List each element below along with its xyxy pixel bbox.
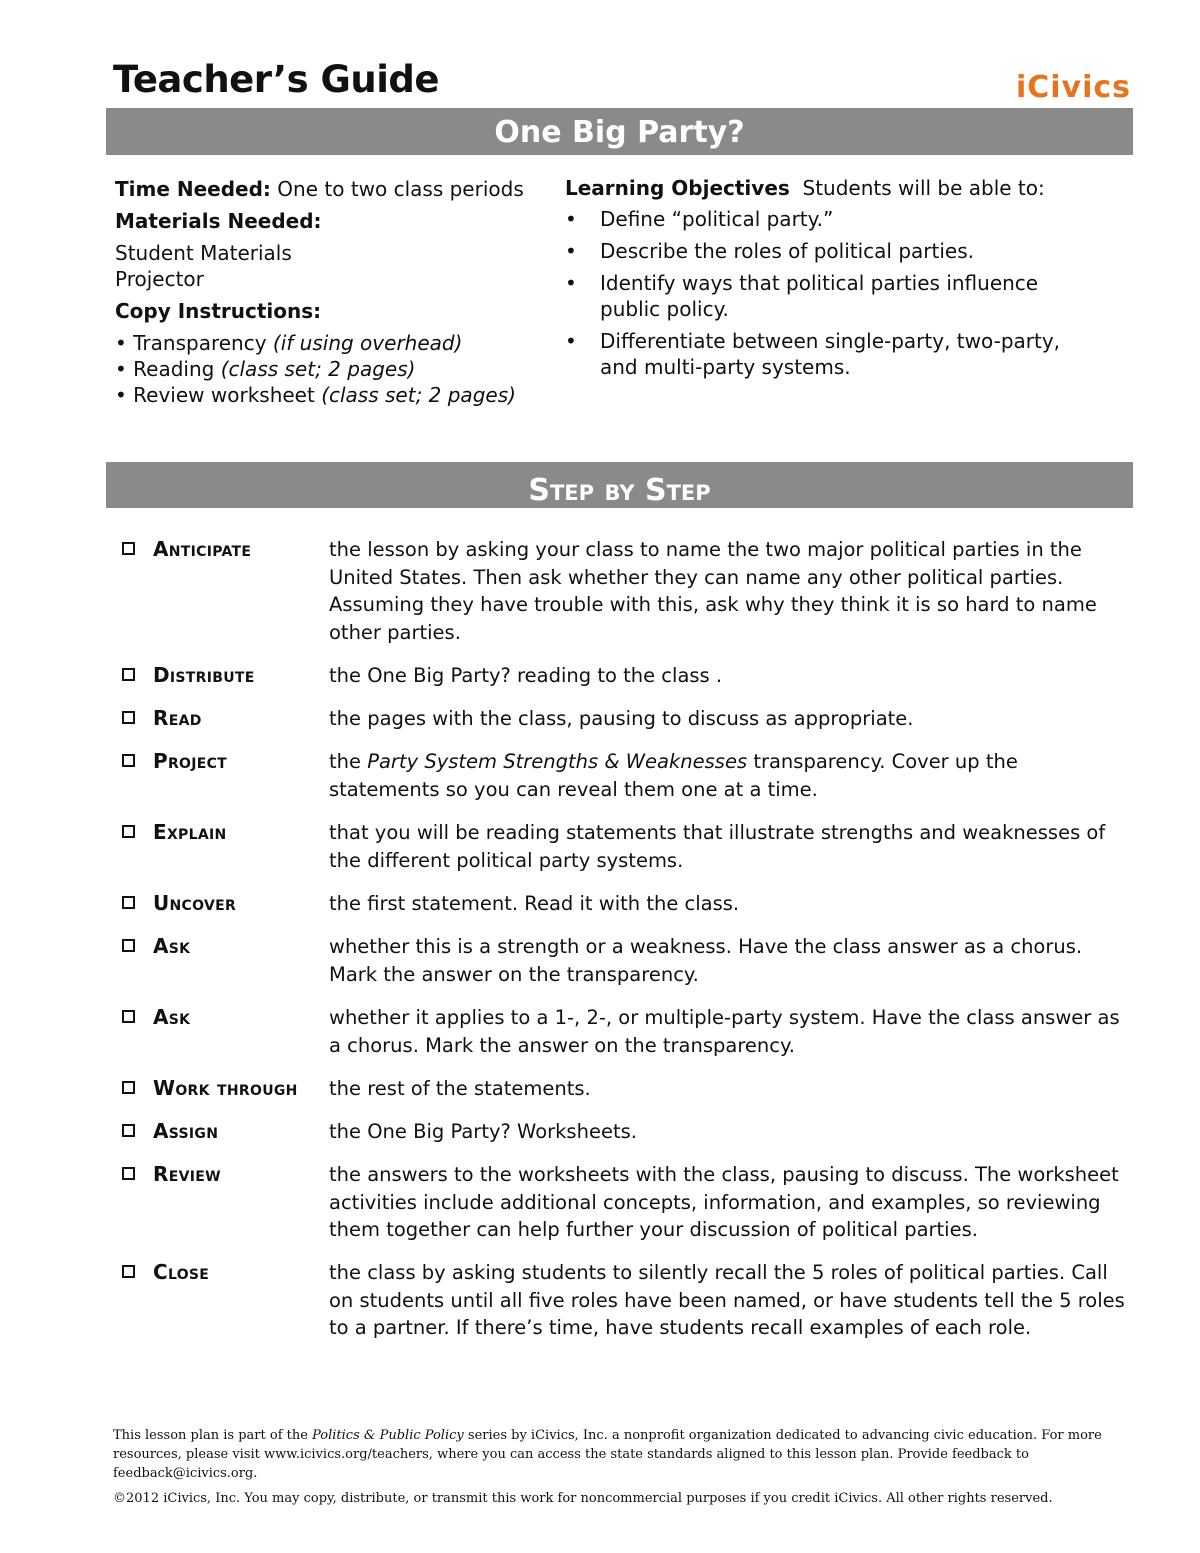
step-text (329, 748, 1125, 803)
copyright: ©2012 iCivics, Inc. You may copy, distribute, or transmit this work for noncommercial purposes if you credit iCivics. All other rights reserved. (113, 1491, 1053, 1506)
materials-label: Materials Needed: (115, 209, 322, 233)
copy-label: Copy Instructions: (115, 299, 322, 323)
step-by-step-title: Step by Step (528, 473, 711, 508)
step-item (120, 1004, 1125, 1075)
copy-list (115, 330, 545, 408)
step-text: the class by asking students to silently recall the 5 roles of political parties. Call on students until all five roles have been named, or have students tell the 5 roles to a partner. If there’s time, have students recall examples of each role. (329, 1261, 1125, 1339)
learning-objectives (565, 175, 1095, 386)
materials-item: Projector (115, 267, 204, 291)
copy-item-note: (class set; 2 pages) (220, 357, 416, 381)
copy-item: • Review worksheet (class set; 2 pages) (115, 383, 516, 407)
step-text: the rest of the statements. (329, 1077, 591, 1100)
copy-item-note: (class set; 2 pages) (321, 383, 516, 407)
copy-item-note: (if using overhead) (272, 331, 463, 355)
materials-list (115, 240, 545, 292)
step-item (120, 819, 1125, 890)
copy-item-text: Review worksheet (133, 383, 322, 407)
footer-note-post: series by iCivics, Inc. a nonprofit organization dedicated to advancing civic education. For more resources, please visit www.icivics.org/teachers, where you can access the state standards aligned to this lesson plan. Provide feedback to feedback@icivics.org. (113, 1428, 1102, 1481)
step-item (120, 662, 1125, 705)
icivics-logo (1016, 70, 1131, 105)
step-verb: Distribute (153, 663, 255, 687)
checkbox-icon[interactable] (122, 1265, 135, 1278)
time-label: Time Needed: (115, 177, 271, 201)
step-item (120, 1161, 1125, 1259)
objectives-intro: Students will be able to: (802, 176, 1045, 200)
step-verb: Review (153, 1162, 221, 1186)
page-footer (113, 1426, 1103, 1508)
step-item (120, 536, 1125, 662)
objective-item: • Define “political party.” (565, 206, 1095, 232)
steps-list (120, 536, 1125, 1357)
checkbox-icon[interactable] (122, 1124, 135, 1137)
checkbox-icon[interactable] (122, 542, 135, 555)
checkbox-icon[interactable] (122, 896, 135, 909)
lesson-title-bar (106, 108, 1133, 155)
lesson-overview (115, 176, 545, 408)
step-item (120, 933, 1125, 1004)
step-verb: Project (153, 749, 228, 773)
checkbox-icon[interactable] (122, 939, 135, 952)
page-header (113, 58, 1133, 106)
step-verb: Uncover (153, 891, 237, 915)
copy-item: • Reading (class set; 2 pages) (115, 357, 416, 381)
copy-item-text: Reading (133, 357, 221, 381)
step-text-pre: the (329, 750, 368, 773)
step-item (120, 890, 1125, 933)
step-text: the lesson by asking your class to name the two major political parties in the United States. Then ask whether they can name any other political parties. Assuming they have trouble with this, ask why they think it is so hard to name other parties. (329, 538, 1097, 644)
step-text-post: transparency. Cover up the statements so you can reveal them one at a time. (329, 750, 1018, 801)
step-item (120, 705, 1125, 748)
step-verb: Anticipate (153, 537, 252, 561)
step-verb: Assign (153, 1119, 219, 1143)
step-text: the answers to the worksheets with the class, pausing to discuss. The worksheet activities include additional concepts, information, and examples, so reviewing them together can help further your discussion of political parties. (329, 1163, 1119, 1241)
objective-item: • Describe the roles of political parties. (565, 238, 1095, 264)
step-by-step-bar (106, 462, 1133, 508)
lesson-title: One Big Party? (494, 115, 745, 150)
step-verb: Ask (153, 934, 191, 958)
objectives-heading (565, 175, 1095, 201)
step-verb: Read (153, 706, 202, 730)
step-text: whether this is a strength or a weakness. Have the class answer as a chorus. Mark the answer on the transparency. (329, 935, 1083, 986)
checkbox-icon[interactable] (122, 825, 135, 838)
step-item (120, 748, 1125, 819)
guide-title: Teacher’s Guide (113, 58, 439, 101)
step-verb: Close (153, 1260, 210, 1284)
checkbox-icon[interactable] (122, 1167, 135, 1180)
logo-text: iCivics (1015, 70, 1131, 105)
transparency-title: Party System Strengths & Weaknesses (367, 750, 748, 773)
checkbox-icon[interactable] (122, 668, 135, 681)
step-item (120, 1075, 1125, 1118)
step-verb: Ask (153, 1005, 191, 1029)
objective-item: • Differentiate between single-party, two-party, and multi-party systems. (565, 328, 1095, 380)
copy-item-text: Transparency (133, 331, 273, 355)
series-name: Politics & Public Policy (312, 1428, 464, 1443)
step-text: the pages with the class, pausing to discuss as appropriate. (329, 707, 914, 730)
time-value: One to two class periods (277, 177, 524, 201)
footer-note-pre: This lesson plan is part of the (113, 1428, 313, 1443)
objectives-list (565, 206, 1095, 380)
step-text: whether it applies to a 1-, 2-, or multiple-party system. Have the class answer as a chorus. Mark the answer on the transparency. (329, 1006, 1120, 1057)
objectives-label: Learning Objectives (565, 176, 790, 200)
footer-note (113, 1426, 1103, 1483)
checkbox-icon[interactable] (122, 711, 135, 724)
step-verb: Explain (153, 820, 227, 844)
checkbox-icon[interactable] (122, 1010, 135, 1023)
step-text: that you will be reading statements that illustrate strengths and weaknesses of the different political party systems. (329, 821, 1106, 872)
step-text: the One Big Party? Worksheets. (329, 1120, 637, 1143)
checkbox-icon[interactable] (122, 754, 135, 767)
step-verb: Work through (153, 1076, 298, 1100)
step-item (120, 1259, 1125, 1357)
checkbox-icon[interactable] (122, 1081, 135, 1094)
step-text: the One Big Party? reading to the class . (329, 664, 723, 687)
copy-item: • Transparency (if using overhead) (115, 331, 463, 355)
materials-item: Student Materials (115, 241, 292, 265)
step-item (120, 1118, 1125, 1161)
objective-item: • Identify ways that political parties influence public policy. (565, 270, 1095, 322)
time-needed (115, 176, 545, 202)
step-text: the first statement. Read it with the class. (329, 892, 740, 915)
